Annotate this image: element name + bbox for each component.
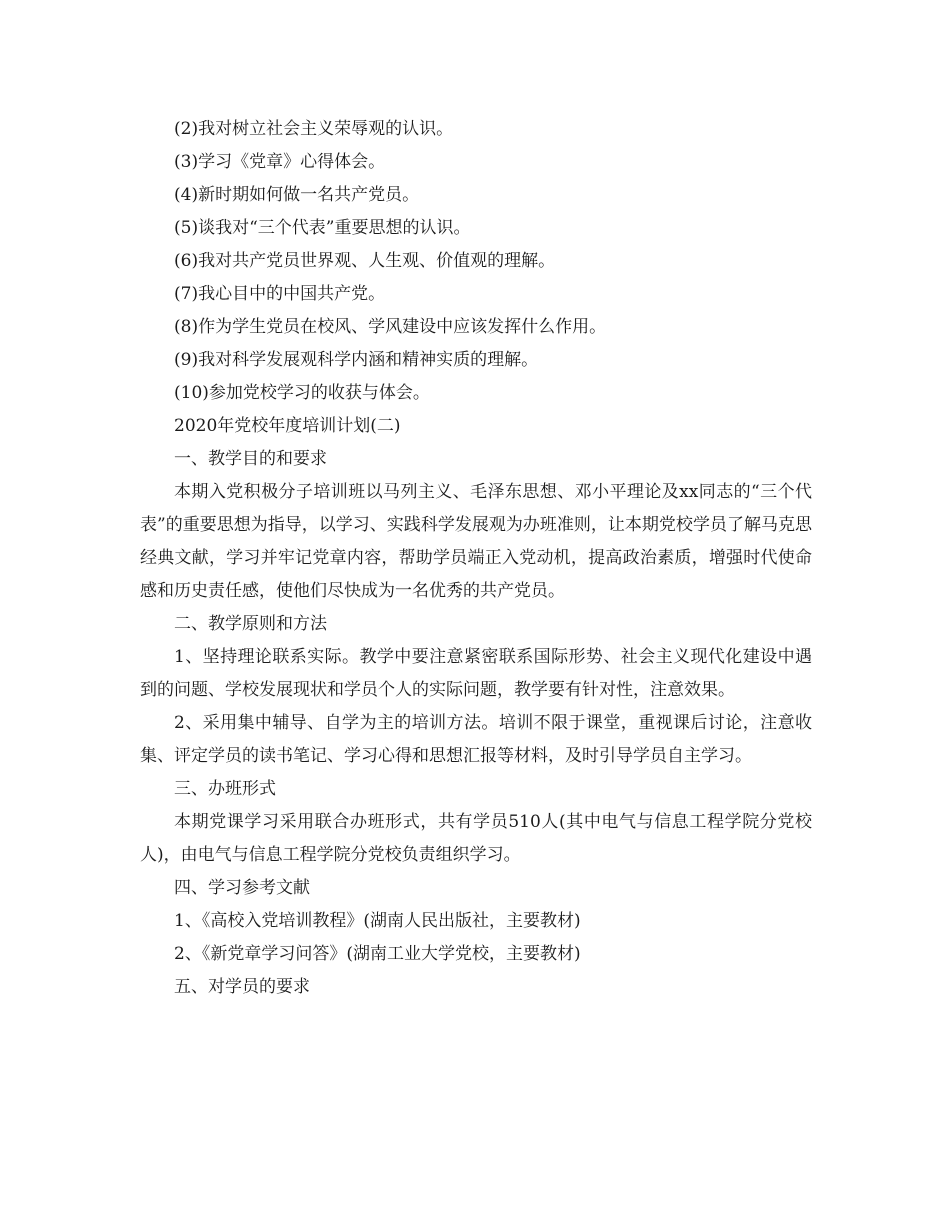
section-heading: 四、学习参考文献: [174, 878, 310, 898]
list-item: (5)谈我对“三个代表”重要思想的认识。: [174, 218, 471, 238]
list-item: (8)作为学生党员在校风、学风建设中应该发挥什么作用。: [174, 317, 607, 337]
list-item: (9)我对科学发展观科学内涵和精神实质的理解。: [174, 350, 539, 370]
document-body: [140, 113, 812, 1004]
section-heading: 一、教学目的和要求: [174, 449, 327, 469]
list-item: (10)参加党校学习的收获与体会。: [174, 383, 430, 403]
list-item: (2)我对树立社会主义荣辱观的认识。: [174, 119, 454, 139]
list-item: (6)我对共产党员世界观、人生观、价值观的理解。: [174, 251, 556, 271]
body-paragraph: 1、坚持理论联系实际。教学中要注意紧密联系国际形势、社会主义现代化建设中遇到的问题、学校发展现状和学员个人的实际问题，教学要有针对性，注意效果。: [140, 647, 812, 700]
body-paragraph: 本期入党积极分子培训班以马列主义、毛泽东思想、邓小平理论及xx同志的“三个代表”的重要思想为指导，以学习、实践科学发展观为办班准则，让本期党校学员了解马克思经典文献，学习并牢记党章内容，帮助学员端正入党动机，提高政治素质，增强时代使命感和历史责任感，使他们尽快成为一名优秀的共产党员。: [140, 482, 812, 601]
body-paragraph: 本期党课学习采用联合办班形式，共有学员510人(其中电气与信息工程学院分党校 人)，由电气与信息工程学院分党校负责组织学习。: [140, 812, 812, 865]
section-heading: 五、对学员的要求: [174, 977, 310, 997]
list-item: (4)新时期如何做一名共产党员。: [174, 185, 420, 205]
body-paragraph: 2、采用集中辅导、自学为主的培训方法。培训不限于课堂，重视课后讨论，注意收集、评定学员的读书笔记、学习心得和思想汇报等材料，及时引导学员自主学习。: [140, 713, 812, 766]
reference-item: 2、《新党章学习问答》(湖南工业大学党校，主要教材): [174, 944, 581, 964]
list-item: (7)我心目中的中国共产党。: [174, 284, 386, 304]
section-heading: 三、办班形式: [174, 779, 276, 799]
list-item: (3)学习《党章》心得体会。: [174, 152, 386, 172]
section-title: 2020年党校年度培训计划(二): [174, 416, 401, 436]
reference-item: 1、《高校入党培训教程》(湖南人民出版社，主要教材): [174, 911, 581, 931]
section-heading: 二、教学原则和方法: [174, 614, 327, 634]
